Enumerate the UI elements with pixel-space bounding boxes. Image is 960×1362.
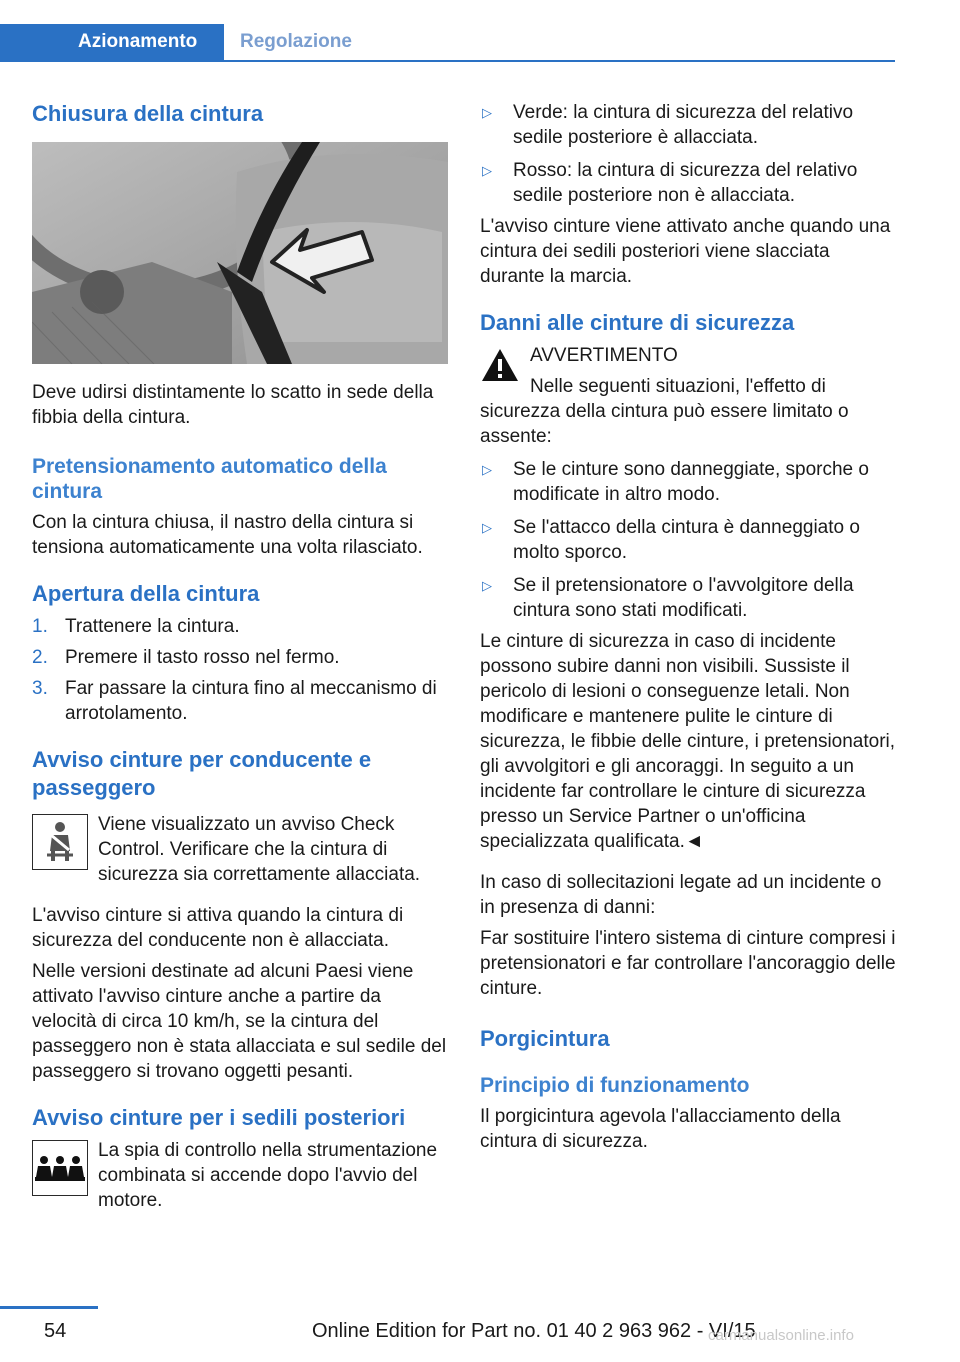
edition-info: Online Edition for Part no. 01 40 2 963 962 - VI/15 <box>312 1320 756 1342</box>
p-sostituire: Far sostituire l'intero sistema di cinture compresi i pretensionatori e far controllare l'ancoraggio delle cinture. <box>480 928 896 999</box>
p-avviso-check-control: Viene visualizzato un avviso Check Control. Verificare che la cintura di sicurezza sia correttamente allacciata. <box>98 814 421 885</box>
p-sollecitazioni: In caso di sollecitazioni legate ad un incidente o in presenza di danni: <box>480 872 882 918</box>
warning-text: Nelle seguenti situazioni, l'effetto di sicurezza della cintura può essere limitato o assente: <box>480 376 849 447</box>
check-control-row <box>32 812 448 887</box>
heading-principio: Principio di funzionamento <box>480 1074 750 1097</box>
list-item: 1. Trattenere la cintura. <box>32 616 240 637</box>
watermark: carmanualsonline.info <box>708 1327 854 1344</box>
list-item: ▷ Se l'attacco della cintura è danneggiato o molto sporco. <box>482 517 860 563</box>
right-column <box>480 100 896 1154</box>
heading-porgicintura: Porgicintura <box>480 1026 610 1051</box>
tab-regolazione[interactable]: Regolazione <box>240 31 352 52</box>
tab-azionamento[interactable]: Azionamento <box>0 24 224 62</box>
p-avviso-1: L'avviso cinture si attiva quando la cintura di sicurezza del conducente non è allacciata. <box>32 905 404 951</box>
p-principio: Il porgicintura agevola l'allacciamento della cintura di sicurezza. <box>480 1106 841 1152</box>
warning-triangle-icon <box>480 347 520 388</box>
heading-avviso-posteriori: Avviso cinture per i sedili posteriori <box>32 1105 406 1130</box>
triangle-bullet-icon: ▷ <box>482 163 492 178</box>
triangle-bullet-icon: ▷ <box>482 578 492 593</box>
footer-rule <box>0 1306 98 1309</box>
list-item: ▷ Se il pretensionatore o l'avvolgitore della cintura sono stati modificati. <box>482 575 854 621</box>
p-avviso-marcia: L'avviso cinture viene attivato anche quando una cintura dei sedili posteriori viene slacciata durante la marcia. <box>480 216 891 287</box>
heading-danni: Danni alle cinture di sicurezza <box>480 310 795 335</box>
rear-seats-icon <box>32 1140 88 1196</box>
p-avviso-posteriori: La spia di controllo nella strumentazione combinata si accende dopo l'avvio del motore. <box>98 1140 438 1211</box>
steps-list <box>32 614 448 726</box>
page-number: 54 <box>44 1320 67 1342</box>
heading-pretensionamento: Pretensionamento automatico della cintura <box>32 455 387 503</box>
rear-seat-row <box>32 1138 448 1213</box>
header-tabs <box>0 24 895 62</box>
list-item: ▷ Rosso: la cintura di sicurezza del relativo sedile posteriore non è allacciata. <box>482 160 858 206</box>
heading-chiusura: Chiusura della cintura <box>32 101 264 126</box>
triangle-bullet-icon: ▷ <box>482 520 492 535</box>
p-avviso-2: Nelle versioni destinate ad alcuni Paesi viene attivato l'avviso cinture anche a partire da velocità di circa 10 km/h, se la cintura del passeggero non è stata allacciata e sul sedile del passeggero si trovano oggetti pesanti. <box>32 961 447 1082</box>
list-item: ▷ Verde: la cintura di sicurezza del relativo sedile posteriore è allacciata. <box>482 102 854 148</box>
warning-label: AVVERTIMENTO <box>530 345 678 366</box>
list-item: 2. Premere il tasto rosso nel fermo. <box>32 647 340 668</box>
warning-list <box>480 457 896 623</box>
left-column <box>32 100 448 1213</box>
triangle-bullet-icon: ▷ <box>482 105 492 120</box>
triangle-bullet-icon: ▷ <box>482 462 492 477</box>
p-chiusura: Deve udirsi distintamente lo scatto in sede della fibbia della cintura. <box>32 382 434 428</box>
p-danni: Le cinture di sicurezza in caso di incidente possono subire danni non visibili. Sussiste il pericolo di lesioni o conseguenze letali. Non modificare e mantenere pulite le cinture di sicurezza, le fibbie delle cinture, i pretensionatori, gli avvolgitori e gli ancoraggi. In seguito a un incidente far controllare le cinture di sicurezza presso un Service Partner o un'officina specializzata qualificata.◄ <box>480 631 896 852</box>
list-item: ▷ Se le cinture sono danneggiate, sporche o modificate in altro modo. <box>482 459 869 505</box>
heading-apertura: Apertura della cintura <box>32 581 260 606</box>
seatbelt-photo <box>32 142 448 364</box>
rear-status-list <box>480 100 896 208</box>
p-pretensionamento: Con la cintura chiusa, il nastro della cintura si tensiona automaticamente una volta rilasciato. <box>32 512 423 558</box>
warning-block <box>480 343 896 449</box>
heading-avviso-conducente: Avviso cinture per conducente e passeggero <box>32 747 372 800</box>
list-item: 3. Far passare la cintura fino al meccanismo di arrotolamento. <box>32 678 437 724</box>
seatbelt-warning-icon <box>32 814 88 870</box>
